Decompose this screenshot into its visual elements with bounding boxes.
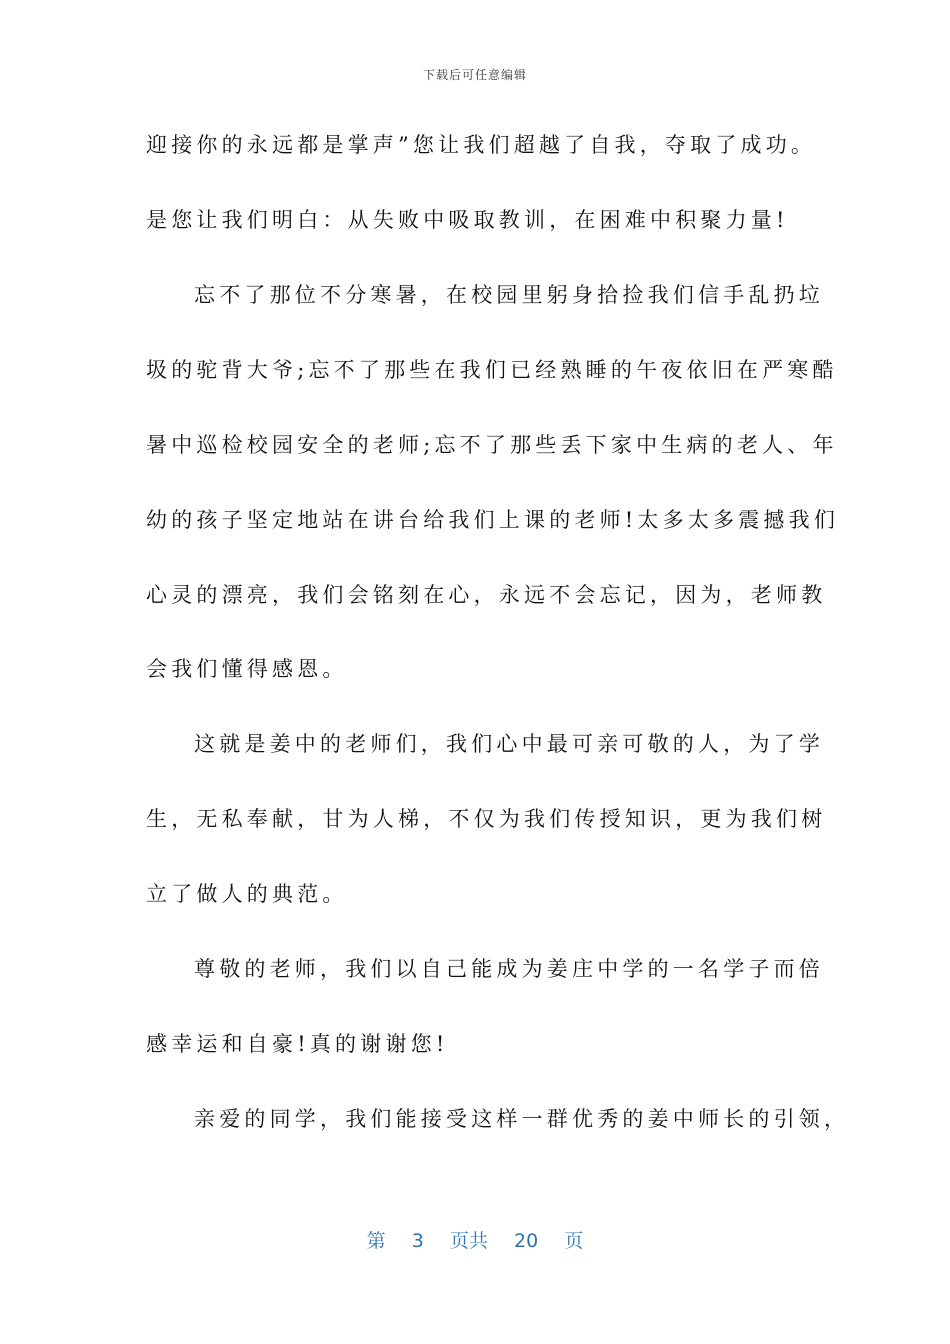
text-line: 圾的驼背大爷;忘不了那些在我们已经熟睡的午夜依旧在严寒酷 (146, 358, 838, 382)
text-line: 尊敬的老师，我们以自己能成为姜庄中学的一名学子而倍 (194, 957, 824, 981)
page-header: 下载后可任意编辑 (422, 68, 527, 82)
current-page-number: 3 (411, 1230, 424, 1252)
footer-middle: 页共 (449, 1230, 488, 1252)
text-line: 这就是姜中的老师们，我们心中最可亲可敬的人，为了学 (194, 732, 824, 756)
text-line: 立了做人的典范。 (146, 882, 348, 906)
footer-prefix: 第 (366, 1230, 386, 1252)
text-line: 暑中巡检校园安全的老师;忘不了那些丢下家中生病的老人、年 (146, 433, 838, 457)
text-line: 亲爱的同学，我们能接受这样一群优秀的姜中师长的引领， (194, 1107, 850, 1131)
text-line: 生，无私奉献，甘为人梯，不仅为我们传授知识，更为我们树 (146, 807, 827, 831)
text-line: 是您让我们明白：从失败中吸取教训，在困难中积聚力量! (146, 208, 789, 232)
text-line: 幼的孩子坚定地站在讲台给我们上课的老师!太多太多震撼我们 (146, 508, 840, 532)
text-line: 会我们懂得感恩。 (146, 657, 348, 681)
footer-suffix: 页 (564, 1230, 584, 1252)
page-footer (0, 1226, 950, 1253)
text-line: 迎接你的永远都是掌声”您让我们超越了自我，夺取了成功。 (146, 133, 817, 157)
text-line: 感幸运和自豪!真的谢谢您! (146, 1032, 449, 1056)
text-line: 忘不了那位不分寒暑，在校园里躬身拾捡我们信手乱扔垃 (194, 283, 824, 307)
text-line: 心灵的漂亮，我们会铭刻在心，永远不会忘记，因为，老师教 (146, 583, 827, 607)
total-pages: 20 (514, 1230, 539, 1252)
